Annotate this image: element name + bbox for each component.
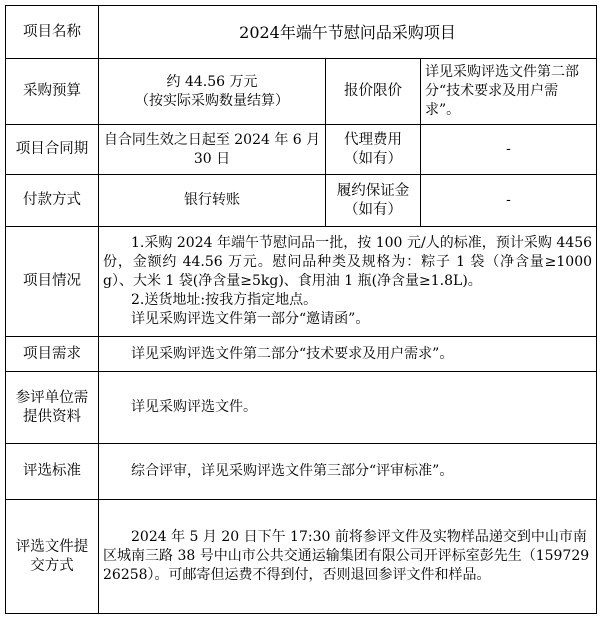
- row-situation: [6, 227, 597, 337]
- budget-note: （按实际采购数量结算）: [135, 92, 289, 109]
- budget-value: [99, 59, 326, 125]
- row-materials: [6, 372, 597, 444]
- label-submission: 评选文件提交方式: [6, 500, 99, 614]
- label-period: 项目合同期: [6, 125, 99, 175]
- label-agency-fee: 代理费用（如有）: [326, 125, 421, 175]
- row-project-name: [6, 6, 597, 59]
- row-payment: [6, 175, 597, 227]
- project-name-value: 2024年端午节慰问品采购项目: [99, 6, 597, 59]
- bond-value: -: [421, 175, 597, 227]
- row-period: [6, 125, 597, 175]
- row-submission: [6, 500, 597, 614]
- row-criteria: [6, 444, 597, 500]
- label-criteria: 评选标准: [6, 444, 99, 500]
- situation-paragraph-1: 1.采购 2024 年端午节慰问品一批，按 100 元/人的标准，预计采购 4456 份，金额约 44.56 万元。慰问品种类及规格为：粽子 1 袋（净含量≥1000g）、大米 1 袋(净含量≥5kg)、食用油 1 瓶(净含量≥1.8L)。: [103, 235, 593, 289]
- situation-value: [99, 227, 597, 337]
- situation-paragraph-2: 2.送货地址:按我方指定地点。: [131, 292, 318, 308]
- materials-value: 详见采购评选文件。: [99, 372, 597, 444]
- label-budget: 采购预算: [6, 59, 99, 125]
- row-requirement: [6, 337, 597, 372]
- procurement-document: [5, 5, 596, 614]
- agency-fee-value: -: [421, 125, 597, 175]
- payment-value: 银行转账: [99, 175, 326, 227]
- label-situation: 项目情况: [6, 227, 99, 337]
- requirement-value: 详见采购评选文件第二部分“技术要求及用户需求”。: [99, 337, 597, 372]
- period-value: 自合同生效之日起至 2024 年 6 月 30 日: [99, 125, 326, 175]
- row-budget: [6, 59, 597, 125]
- label-payment: 付款方式: [6, 175, 99, 227]
- label-requirement: 项目需求: [6, 337, 99, 372]
- label-bond: 履约保证金（如有）: [326, 175, 421, 227]
- budget-amount: 约 44.56 万元: [166, 73, 258, 90]
- label-materials: 参评单位需提供资料: [6, 372, 99, 444]
- price-limit-value: 详见采购评选文件第二部分“技术要求及用户需求”。: [421, 59, 597, 125]
- submission-value: 2024 年 5 月 20 日下午 17:30 前将参评文件及实物样品递交到中山市南区城南三路 38 号中山市公共交通运输集团有限公司开评标室彭先生（15972926258）。可邮寄但运费不得到付，否则退回参评文件和样品。: [99, 500, 597, 614]
- criteria-value: 综合评审，详见采购评选文件第三部分“评审标准”。: [99, 444, 597, 500]
- label-project-name: 项目名称: [6, 6, 99, 59]
- situation-paragraph-3: 详见采购评选文件第一部分“邀请函”。: [131, 311, 370, 327]
- procurement-table: [5, 5, 597, 614]
- label-price-limit: 报价限价: [326, 59, 421, 125]
